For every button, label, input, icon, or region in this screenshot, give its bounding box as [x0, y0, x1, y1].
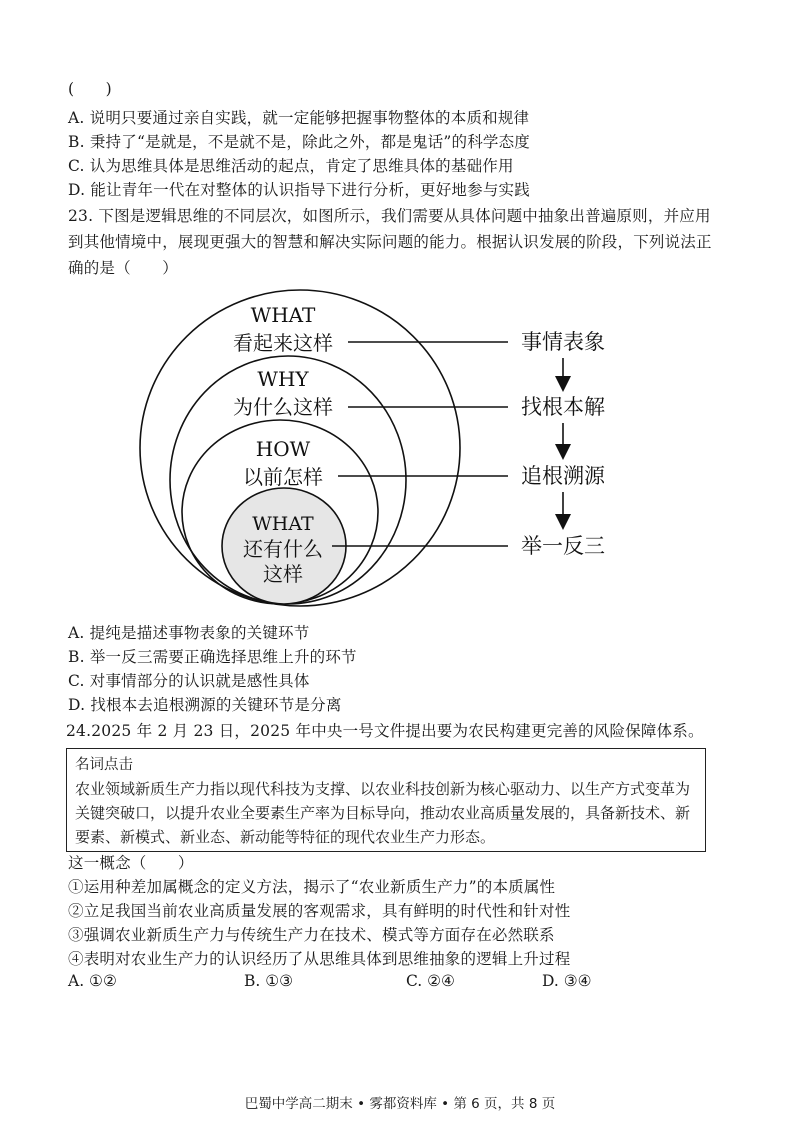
definition-box	[66, 748, 706, 852]
circle-2-en: WHY	[257, 367, 309, 391]
circle-1-en: WHAT	[250, 303, 316, 327]
q24-choice-d: D. ③④	[542, 972, 592, 990]
q23-option-c: C. 对事情部分的认识就是感性具体	[68, 672, 310, 690]
q24-item-1: ①运用种差加属概念的定义方法，揭示了“农业新质生产力”的本质属性	[68, 878, 556, 896]
q24-prompt: 这一概念（ ）	[68, 854, 194, 872]
circle-4-en: WHAT	[252, 513, 314, 535]
page-footer: 巴蜀中学高二期末 • 雾都资料库 • 第 6 页，共 8 页	[244, 1096, 556, 1112]
stage-1: 事情表象	[521, 330, 605, 354]
q24-item-4: ④表明对农业生产力的认识经历了从思维具体到思维抽象的逻辑上升过程	[68, 950, 571, 968]
q22-option-a: A. 说明只要通过亲自实践，就一定能够把握事物整体的本质和规律	[68, 109, 530, 127]
stage-2: 找根本解	[521, 395, 605, 419]
circle-1-zh: 看起来这样	[233, 331, 333, 355]
circle-4-zh-2: 这样	[263, 562, 303, 586]
q22-option-b: B. 秉持了“是就是，不是就不是，除此之外，都是鬼话”的科学态度	[68, 133, 530, 151]
q23-stem: 23. 下图是逻辑思维的不同层次，如图所示，我们需要从具体问题中抽象出普遍原则，并应用到其他情境中，展现更强大的智慧和解决实际问题的能力。根据认识发展的阶段，下列说法正确的是（ ）	[68, 207, 712, 277]
q24-choice-a: A. ①②	[68, 972, 117, 990]
circle-2-zh: 为什么这样	[233, 395, 333, 419]
q22-bracket: ( )	[68, 80, 112, 98]
stage-3: 追根溯源	[521, 464, 605, 488]
circle-3-zh: 以前怎样	[243, 465, 323, 489]
definition-box-title: 名词点击	[75, 757, 133, 773]
circle-3-en: HOW	[255, 437, 311, 461]
q24-choice-c: C. ②④	[406, 972, 455, 990]
q23-option-d: D. 找根本去追根溯源的关键环节是分离	[68, 696, 342, 714]
circle-4-zh-1: 还有什么	[243, 537, 323, 561]
q24-item-2: ②立足我国当前农业高质量发展的客观需求，具有鲜明的时代性和针对性	[68, 902, 571, 920]
q23-option-a: A. 提纯是描述事物表象的关键环节	[68, 624, 310, 642]
q24-choice-b: B. ①③	[244, 972, 294, 990]
definition-box-text: 农业领域新质生产力指以现代科技为支撑、以农业科技创新为核心驱动力、以生产方式变革为关键突破口，以提升农业全要素生产率为目标导向，推动农业高质量发展的，具备新技术、新要素、新模式、新业态、新动能等特征的现代农业生产力形态。	[75, 780, 691, 846]
q23-option-b: B. 举一反三需要正确选择思维上升的环节	[68, 648, 357, 666]
q24-stem: 24.2025 年 2 月 23 日，2025 年中央一号文件提出要为农民构建更完善的风险保障体系。	[66, 722, 704, 740]
q22-option-c: C. 认为思维具体是思维活动的起点，肯定了思维具体的基础作用	[68, 157, 514, 175]
stage-4: 举一反三	[521, 534, 605, 558]
q22-option-d: D. 能让青年一代在对整体的认识指导下进行分析，更好地参与实践	[68, 181, 530, 199]
logic-levels-diagram	[0, 280, 800, 620]
q24-item-3: ③强调农业新质生产力与传统生产力在技术、模式等方面存在必然联系	[68, 926, 555, 944]
